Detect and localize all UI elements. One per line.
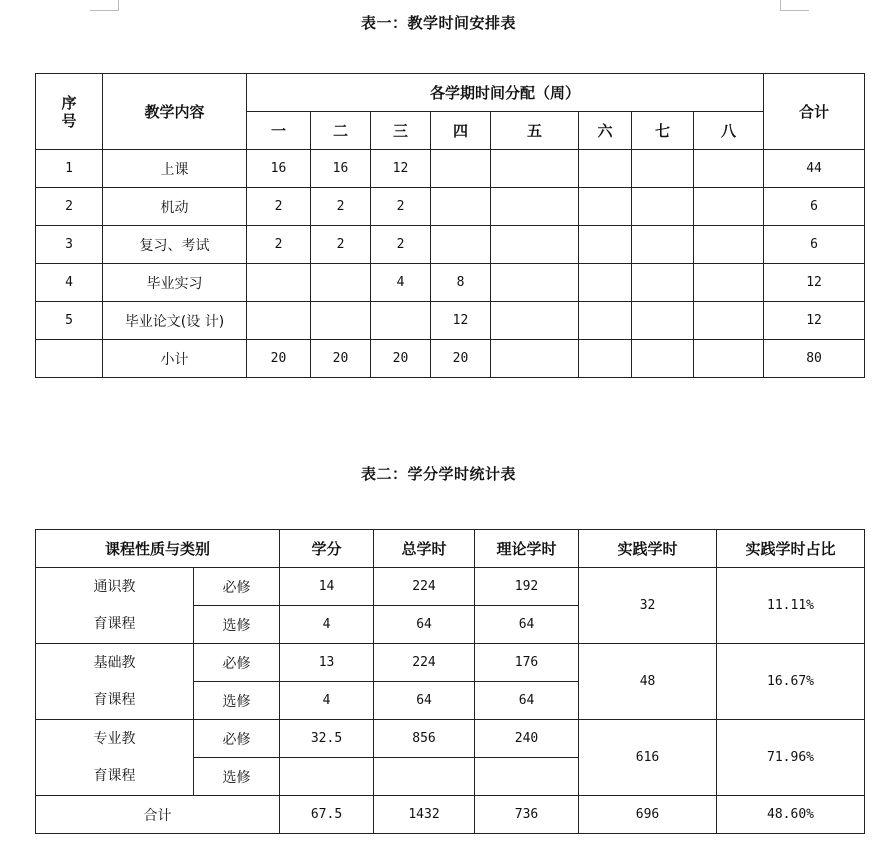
credits-cell: 67.5: [280, 796, 374, 834]
content-cell: 小计: [103, 340, 247, 378]
header-practice-hours: 实践学时: [579, 530, 717, 568]
category-cell: [36, 644, 194, 720]
semester-weeks-cell: [694, 226, 764, 264]
practice-ratio-cell: 16.67%: [717, 644, 865, 720]
semester-weeks-cell: [694, 188, 764, 226]
theory-hours-cell: 64: [475, 606, 579, 644]
content-cell: 机动: [103, 188, 247, 226]
content-cell: 毕业实习: [103, 264, 247, 302]
semester-weeks-cell: [632, 264, 694, 302]
total-hours-cell: 856: [374, 720, 475, 758]
header-theory-hours: 理论学时: [475, 530, 579, 568]
header-practice-ratio: 实践学时占比: [717, 530, 865, 568]
credits-cell: 32.5: [280, 720, 374, 758]
semester-weeks-cell: [247, 302, 311, 340]
credits-cell: 13: [280, 644, 374, 682]
seq-cell: [36, 340, 103, 378]
semester-weeks-cell: 20: [431, 340, 491, 378]
header-semesters-group: 各学期时间分配（周）: [247, 74, 764, 112]
content-cell: 毕业论文(设 计): [103, 302, 247, 340]
semester-weeks-cell: 20: [247, 340, 311, 378]
total-cell: 6: [764, 188, 865, 226]
credits-hours-table: [35, 529, 865, 834]
seq-cell: 4: [36, 264, 103, 302]
semester-weeks-cell: [491, 150, 579, 188]
total-cell: 6: [764, 226, 865, 264]
theory-hours-cell: [475, 758, 579, 796]
practice-hours-cell: 32: [579, 568, 717, 644]
credits-cell: 4: [280, 682, 374, 720]
table-row: [36, 188, 865, 226]
category-line: 专业教: [93, 730, 136, 747]
practice-ratio-cell: 11.11%: [717, 568, 865, 644]
total-hours-cell: 224: [374, 644, 475, 682]
semester-weeks-cell: 2: [311, 188, 371, 226]
course-type-cell: 选修: [194, 758, 280, 796]
credits-cell: 14: [280, 568, 374, 606]
category-line: 育课程: [93, 767, 136, 784]
total-hours-cell: 64: [374, 606, 475, 644]
semester-weeks-cell: 12: [431, 302, 491, 340]
header-semester: 八: [694, 112, 764, 150]
table-row: [36, 568, 865, 606]
seq-cell: 3: [36, 226, 103, 264]
table-row: [36, 226, 865, 264]
header-semester: 三: [371, 112, 431, 150]
total-cell: 80: [764, 340, 865, 378]
header-semester: 二: [311, 112, 371, 150]
practice-hours-cell: 48: [579, 644, 717, 720]
semester-weeks-cell: [632, 188, 694, 226]
total-hours-cell: 224: [374, 568, 475, 606]
page-corner-mark-left: [90, 0, 119, 11]
seq-cell: 1: [36, 150, 103, 188]
semester-weeks-cell: 16: [247, 150, 311, 188]
semester-weeks-cell: [311, 264, 371, 302]
semester-weeks-cell: 12: [371, 150, 431, 188]
semester-weeks-cell: 2: [247, 188, 311, 226]
practice-hours-cell: 696: [579, 796, 717, 834]
semester-weeks-cell: [579, 264, 632, 302]
header-content: 教学内容: [103, 74, 247, 150]
course-type-cell: 必修: [194, 568, 280, 606]
total-cell: 12: [764, 264, 865, 302]
theory-hours-cell: 736: [475, 796, 579, 834]
semester-weeks-cell: [694, 150, 764, 188]
header-semester: 六: [579, 112, 632, 150]
semester-weeks-cell: [431, 188, 491, 226]
semester-weeks-cell: [491, 340, 579, 378]
semester-weeks-cell: 4: [371, 264, 431, 302]
category-line: 育课程: [93, 615, 136, 632]
seq-cell: 2: [36, 188, 103, 226]
semester-weeks-cell: [371, 302, 431, 340]
table-row: [36, 720, 865, 758]
practice-hours-cell: 616: [579, 720, 717, 796]
semester-weeks-cell: [491, 188, 579, 226]
content-cell: 上课: [103, 150, 247, 188]
semester-weeks-cell: 2: [371, 188, 431, 226]
semester-weeks-cell: [632, 226, 694, 264]
category-line: 通识教: [93, 578, 136, 595]
header-category: 课程性质与类别: [36, 530, 280, 568]
semester-weeks-cell: [694, 264, 764, 302]
semester-weeks-cell: [579, 340, 632, 378]
course-type-cell: 必修: [194, 644, 280, 682]
semester-weeks-cell: [431, 226, 491, 264]
semester-weeks-cell: [632, 340, 694, 378]
teaching-schedule-table: [35, 73, 865, 378]
semester-weeks-cell: [491, 226, 579, 264]
header-semester: 一: [247, 112, 311, 150]
header-semester: 五: [491, 112, 579, 150]
semester-weeks-cell: [311, 302, 371, 340]
header-semester: 七: [632, 112, 694, 150]
total-cell: 44: [764, 150, 865, 188]
header-credits: 学分: [280, 530, 374, 568]
table1-caption: 表一：教学时间安排表: [360, 14, 516, 32]
semester-weeks-cell: [694, 302, 764, 340]
semester-weeks-cell: [632, 150, 694, 188]
page-corner-mark-right: [780, 0, 809, 11]
header-seq: 序号: [36, 74, 103, 150]
theory-hours-cell: 240: [475, 720, 579, 758]
total-row: [36, 796, 865, 834]
table2-caption: 表二：学分学时统计表: [360, 465, 516, 483]
course-type-cell: 必修: [194, 720, 280, 758]
theory-hours-cell: 192: [475, 568, 579, 606]
semester-weeks-cell: 8: [431, 264, 491, 302]
semester-weeks-cell: [247, 264, 311, 302]
total-hours-cell: [374, 758, 475, 796]
course-type-cell: 选修: [194, 606, 280, 644]
semester-weeks-cell: [579, 226, 632, 264]
semester-weeks-cell: 20: [371, 340, 431, 378]
table-row: [36, 264, 865, 302]
semester-weeks-cell: [579, 150, 632, 188]
credits-cell: [280, 758, 374, 796]
seq-cell: 5: [36, 302, 103, 340]
table-row: [36, 644, 865, 682]
category-cell: [36, 568, 194, 644]
header-total-hours: 总学时: [374, 530, 475, 568]
header-semester: 四: [431, 112, 491, 150]
semester-weeks-cell: [491, 264, 579, 302]
semester-weeks-cell: 2: [247, 226, 311, 264]
practice-ratio-cell: 48.60%: [717, 796, 865, 834]
semester-weeks-cell: 16: [311, 150, 371, 188]
semester-weeks-cell: [632, 302, 694, 340]
table-row: [36, 340, 865, 378]
semester-weeks-cell: [579, 302, 632, 340]
header-total: 合计: [764, 74, 865, 150]
semester-weeks-cell: 20: [311, 340, 371, 378]
category-cell: [36, 720, 194, 796]
course-type-cell: 选修: [194, 682, 280, 720]
semester-weeks-cell: [579, 188, 632, 226]
theory-hours-cell: 64: [475, 682, 579, 720]
content-cell: 复习、考试: [103, 226, 247, 264]
credits-cell: 4: [280, 606, 374, 644]
total-hours-cell: 1432: [374, 796, 475, 834]
semester-weeks-cell: [491, 302, 579, 340]
total-cell: 12: [764, 302, 865, 340]
category-line: 基础教: [93, 654, 136, 671]
semester-weeks-cell: [431, 150, 491, 188]
table-row: [36, 150, 865, 188]
total-hours-cell: 64: [374, 682, 475, 720]
table-row: [36, 302, 865, 340]
theory-hours-cell: 176: [475, 644, 579, 682]
practice-ratio-cell: 71.96%: [717, 720, 865, 796]
semester-weeks-cell: 2: [371, 226, 431, 264]
category-line: 育课程: [93, 691, 136, 708]
semester-weeks-cell: [694, 340, 764, 378]
total-label-cell: 合计: [36, 796, 280, 834]
semester-weeks-cell: 2: [311, 226, 371, 264]
